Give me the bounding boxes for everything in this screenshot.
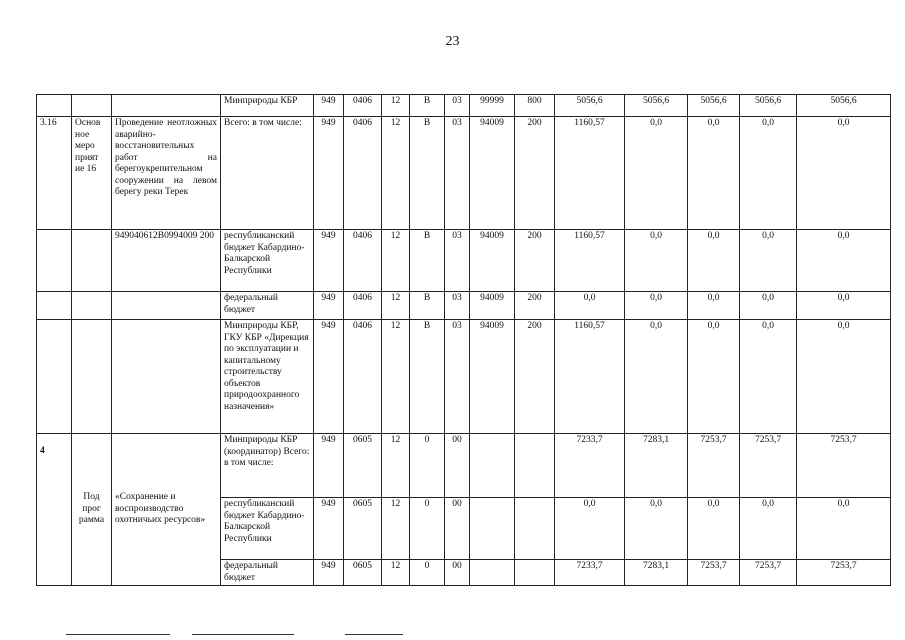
code-cell: 0406	[344, 95, 382, 117]
code-cell: 200	[515, 230, 555, 292]
footer-line	[345, 634, 403, 635]
code-cell: 00	[445, 434, 470, 498]
event-title-cell	[112, 292, 221, 320]
item-number-cell: 4	[37, 434, 72, 586]
page-number: 23	[445, 34, 460, 49]
budget-table	[36, 94, 891, 586]
amount-cell: 5056,6	[740, 95, 797, 117]
code-cell: В	[410, 320, 445, 434]
code-cell: 0605	[344, 498, 382, 560]
code-cell: 03	[445, 117, 470, 230]
amount-cell: 0,0	[555, 498, 625, 560]
amount-cell: 0,0	[740, 117, 797, 230]
amount-cell: 7253,7	[740, 434, 797, 498]
code-cell: 200	[515, 292, 555, 320]
code-cell: 0	[410, 434, 445, 498]
amount-cell: 0,0	[625, 292, 688, 320]
amount-cell: 0,0	[625, 230, 688, 292]
footer-line	[66, 634, 170, 635]
amount-cell: 7253,7	[740, 560, 797, 586]
footer-lines	[0, 634, 905, 636]
code-cell: 800	[515, 95, 555, 117]
code-cell: 0	[410, 560, 445, 586]
amount-cell: 0,0	[797, 320, 891, 434]
amount-cell: 5056,6	[625, 95, 688, 117]
table-row	[37, 95, 891, 117]
code-cell	[470, 498, 515, 560]
table-row	[37, 292, 891, 320]
code-cell: 03	[445, 292, 470, 320]
amount-cell: 0,0	[688, 498, 740, 560]
table-row	[37, 320, 891, 434]
amount-cell: 0,0	[688, 230, 740, 292]
code-cell: 949	[314, 230, 344, 292]
event-title-cell: Проведение неотложных аварийно-восстановительных работ на берегоукрепительном сооружении на левом берегу реки Терек	[112, 117, 221, 230]
event-type-cell	[72, 320, 112, 434]
amount-cell: 7283,1	[625, 560, 688, 586]
amount-cell: 7253,7	[688, 434, 740, 498]
amount-cell: 5056,6	[688, 95, 740, 117]
code-cell: 99999	[470, 95, 515, 117]
code-cell: 949	[314, 434, 344, 498]
code-cell: 949	[314, 292, 344, 320]
amount-cell: 1160,57	[555, 320, 625, 434]
table-row	[37, 230, 891, 292]
amount-cell: 7253,7	[797, 434, 891, 498]
code-cell: 0605	[344, 434, 382, 498]
event-title-cell	[112, 320, 221, 434]
code-cell	[470, 560, 515, 586]
code-cell: 12	[382, 320, 410, 434]
code-cell: В	[410, 117, 445, 230]
amount-cell: 0,0	[625, 498, 688, 560]
code-cell: 00	[445, 560, 470, 586]
funding-source-cell: федеральный бюджет	[221, 560, 314, 586]
event-type-cell: Основ ное меро прият ие 16	[72, 117, 112, 230]
footer-line	[192, 634, 294, 635]
code-cell: 12	[382, 95, 410, 117]
code-cell: 00	[445, 498, 470, 560]
code-cell: 949	[314, 95, 344, 117]
amount-cell: 0,0	[797, 292, 891, 320]
code-cell: 949	[314, 498, 344, 560]
event-title-cell	[112, 95, 221, 117]
amount-cell: 0,0	[740, 498, 797, 560]
amount-cell: 0,0	[797, 117, 891, 230]
code-cell: 12	[382, 230, 410, 292]
code-cell: 0406	[344, 292, 382, 320]
code-cell: 200	[515, 320, 555, 434]
amount-cell: 7283,1	[625, 434, 688, 498]
code-cell: В	[410, 230, 445, 292]
code-cell: В	[410, 95, 445, 117]
code-cell	[515, 434, 555, 498]
amount-cell: 7233,7	[555, 434, 625, 498]
funding-source-cell: республиканский бюджет Кабардино-Балкарской Республики	[221, 498, 314, 560]
item-number-cell	[37, 95, 72, 117]
amount-cell: 0,0	[625, 320, 688, 434]
amount-cell: 0,0	[740, 230, 797, 292]
code-cell: 94009	[470, 320, 515, 434]
amount-cell: 7253,7	[688, 560, 740, 586]
funding-source-cell: Всего: в том числе:	[221, 117, 314, 230]
code-cell	[515, 498, 555, 560]
code-cell: 949	[314, 560, 344, 586]
event-type-cell	[72, 292, 112, 320]
amount-cell: 0,0	[625, 117, 688, 230]
code-cell: 0406	[344, 320, 382, 434]
item-number-cell	[37, 292, 72, 320]
code-cell: 949	[314, 320, 344, 434]
code-cell: 949	[314, 117, 344, 230]
amount-cell: 5056,6	[555, 95, 625, 117]
code-cell: 03	[445, 230, 470, 292]
amount-cell: 1160,57	[555, 117, 625, 230]
amount-cell: 0,0	[797, 498, 891, 560]
code-cell: 12	[382, 434, 410, 498]
code-cell: В	[410, 292, 445, 320]
amount-cell: 7253,7	[797, 560, 891, 586]
funding-source-cell: Минприроды КБР	[221, 95, 314, 117]
code-cell: 94009	[470, 292, 515, 320]
amount-cell: 0,0	[688, 117, 740, 230]
table-row	[37, 117, 891, 230]
code-cell: 94009	[470, 117, 515, 230]
code-cell: 03	[445, 320, 470, 434]
code-cell	[515, 560, 555, 586]
amount-cell: 5056,6	[797, 95, 891, 117]
code-cell: 94009	[470, 230, 515, 292]
amount-cell: 0,0	[740, 320, 797, 434]
code-cell: 12	[382, 292, 410, 320]
amount-cell: 0,0	[688, 320, 740, 434]
event-type-cell	[72, 230, 112, 292]
code-cell	[470, 434, 515, 498]
amount-cell: 0,0	[797, 230, 891, 292]
event-title-cell: «Сохранение и воспроизводство охотничьих ресурсов»	[112, 434, 221, 586]
amount-cell: 0,0	[740, 292, 797, 320]
code-cell: 0406	[344, 230, 382, 292]
code-cell: 03	[445, 95, 470, 117]
item-number-cell	[37, 230, 72, 292]
code-cell: 0605	[344, 560, 382, 586]
funding-source-cell: федеральный бюджет	[221, 292, 314, 320]
amount-cell: 0,0	[555, 292, 625, 320]
event-type-cell	[72, 95, 112, 117]
code-cell: 0	[410, 498, 445, 560]
code-cell: 12	[382, 117, 410, 230]
event-type-cell: Под прог рамма	[72, 434, 112, 586]
table-row	[37, 434, 891, 498]
funding-source-cell: Минприроды КБР, ГКУ КБР «Дирекция по эксплуатации и капитальному строительству объектов природоохранного назначения»	[221, 320, 314, 434]
item-number-cell: 3.16	[37, 117, 72, 230]
event-title-cell: 949040612В0994009 200	[112, 230, 221, 292]
funding-source-cell: Минприроды КБР (координатор) Всего: в том числе:	[221, 434, 314, 498]
amount-cell: 7233,7	[555, 560, 625, 586]
code-cell: 0406	[344, 117, 382, 230]
amount-cell: 0,0	[688, 292, 740, 320]
amount-cell: 1160,57	[555, 230, 625, 292]
code-cell: 200	[515, 117, 555, 230]
code-cell: 12	[382, 498, 410, 560]
funding-source-cell: республиканский бюджет Кабардино-Балкарской Республики	[221, 230, 314, 292]
item-number-cell	[37, 320, 72, 434]
code-cell: 12	[382, 560, 410, 586]
